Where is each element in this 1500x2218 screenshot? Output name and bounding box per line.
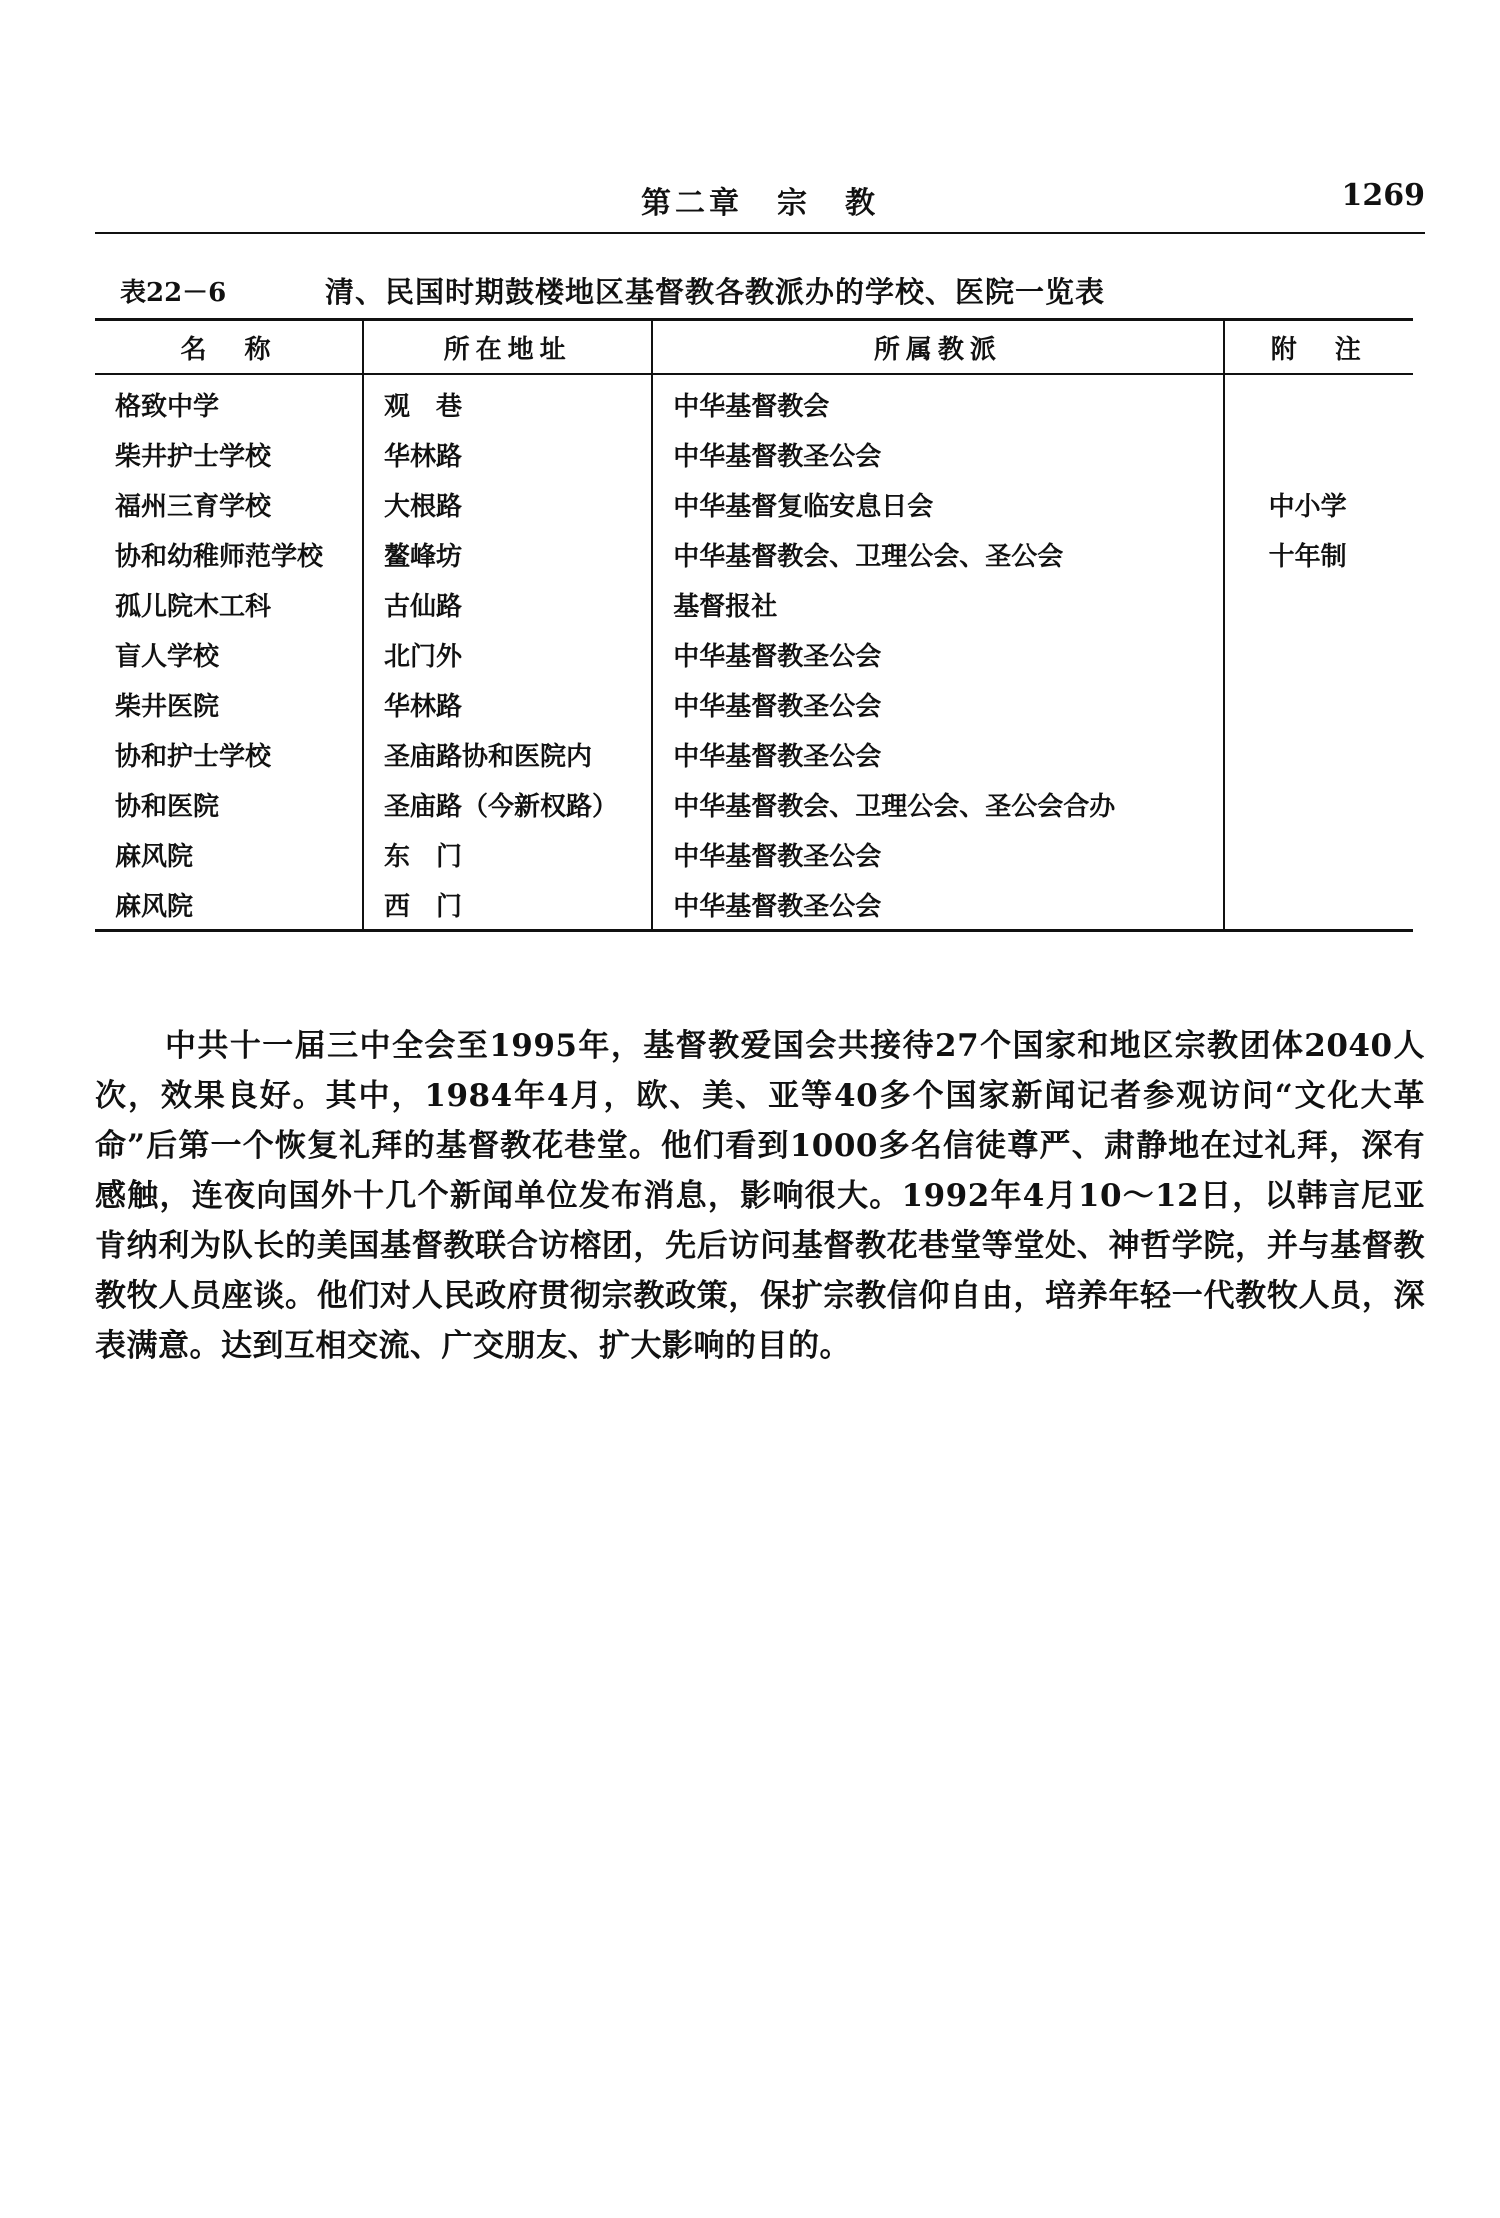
cell-address: 观 巷 <box>363 374 652 429</box>
table-row <box>95 879 1413 931</box>
cell-name: 福州三育学校 <box>115 491 272 522</box>
column-header-note: 附 注 <box>1224 320 1413 375</box>
cell-name: 柴井医院 <box>115 691 220 722</box>
cell-sect: 基督报社 <box>652 579 1223 629</box>
cell-name: 孤儿院木工科 <box>115 591 272 622</box>
column-header-name: 名 称 <box>95 320 363 375</box>
cell-sect: 中华基督教圣公会 <box>652 679 1223 729</box>
cell-note <box>1224 429 1413 479</box>
cell-note <box>1224 779 1413 829</box>
cell-note <box>1224 829 1413 879</box>
cell-note: 中小学 <box>1224 479 1413 529</box>
chapter-title: 第二章 宗 教 <box>641 186 879 221</box>
table-row <box>95 579 1413 629</box>
table-row <box>95 529 1413 579</box>
cell-note <box>1224 579 1413 629</box>
cell-sect: 中华基督教会 <box>652 374 1223 429</box>
cell-address: 东 门 <box>363 829 652 879</box>
cell-name: 协和医院 <box>115 791 220 822</box>
cell-note <box>1224 374 1413 429</box>
column-header-sect: 所属教派 <box>652 320 1223 375</box>
table-number: 表22－6 <box>120 278 227 308</box>
table-row <box>95 729 1413 779</box>
cell-sect: 中华基督教圣公会 <box>652 829 1223 879</box>
table-row <box>95 679 1413 729</box>
cell-address: 华林路 <box>363 679 652 729</box>
cell-note <box>1224 879 1413 931</box>
cell-note <box>1224 729 1413 779</box>
cell-note: 十年制 <box>1224 529 1413 579</box>
cell-address: 圣庙路协和医院内 <box>363 729 652 779</box>
cell-name: 格致中学 <box>115 391 220 422</box>
cell-sect: 中华基督复临安息日会 <box>652 479 1223 529</box>
table-row <box>95 779 1413 829</box>
header-rule <box>95 232 1425 234</box>
cell-address: 北门外 <box>363 629 652 679</box>
body-paragraph: 中共十一届三中全会至1995年，基督教爱国会共接待27个国家和地区宗教团体2040人次，效果良好。其中，1984年4月，欧、美、亚等40多个国家新闻记者参观访问“文化大革命”后第一个恢复礼拜的基督教花巷堂。他们看到1000多名信徒尊严、肃静地在过礼拜，深有感触，连夜向国外十几个新闻单位发布消息，影响很大。1992年4月10～12日，以韩言尼亚肯纳利为队长的美国基督教联合访榕团，先后访问基督教花巷堂等堂处、神哲学院，并与基督教教牧人员座谈。他们对人民政府贯彻宗教政策，保扩宗教信仰自由，培养年轻一代教牧人员，深表满意。达到互相交流、广交朋友、扩大影响的目的。 <box>95 1028 1425 1364</box>
cell-address: 古仙路 <box>363 579 652 629</box>
cell-sect: 中华基督教圣公会 <box>652 879 1223 931</box>
cell-sect: 中华基督教圣公会 <box>652 729 1223 779</box>
table-row <box>95 829 1413 879</box>
cell-name: 协和护士学校 <box>115 741 272 772</box>
running-header <box>95 178 1425 230</box>
table-header-row <box>95 320 1413 375</box>
institutions-table <box>95 318 1413 932</box>
cell-name: 协和幼稚师范学校 <box>115 541 324 572</box>
cell-name: 麻风院 <box>115 841 194 872</box>
cell-sect: 中华基督教圣公会 <box>652 629 1223 679</box>
cell-name: 麻风院 <box>115 891 194 922</box>
cell-address: 大根路 <box>363 479 652 529</box>
table-row <box>95 629 1413 679</box>
cell-name: 柴井护士学校 <box>115 441 272 472</box>
cell-address: 圣庙路（今新权路） <box>363 779 652 829</box>
cell-address: 华林路 <box>363 429 652 479</box>
cell-note <box>1224 679 1413 729</box>
cell-name: 盲人学校 <box>115 641 220 672</box>
table-caption <box>120 270 1420 310</box>
cell-address: 鳌峰坊 <box>363 529 652 579</box>
cell-sect: 中华基督教圣公会 <box>652 429 1223 479</box>
cell-note <box>1224 629 1413 679</box>
table-row <box>95 429 1413 479</box>
cell-address: 西 门 <box>363 879 652 931</box>
table-title: 清、民国时期鼓楼地区基督教各教派办的学校、医院一览表 <box>325 275 1106 309</box>
cell-sect: 中华基督教会、卫理公会、圣公会 <box>652 529 1223 579</box>
page-number: 1269 <box>1341 178 1425 213</box>
table-row <box>95 374 1413 429</box>
column-header-address: 所在地址 <box>363 320 652 375</box>
table-row <box>95 479 1413 529</box>
cell-sect: 中华基督教会、卫理公会、圣公会合办 <box>652 779 1223 829</box>
